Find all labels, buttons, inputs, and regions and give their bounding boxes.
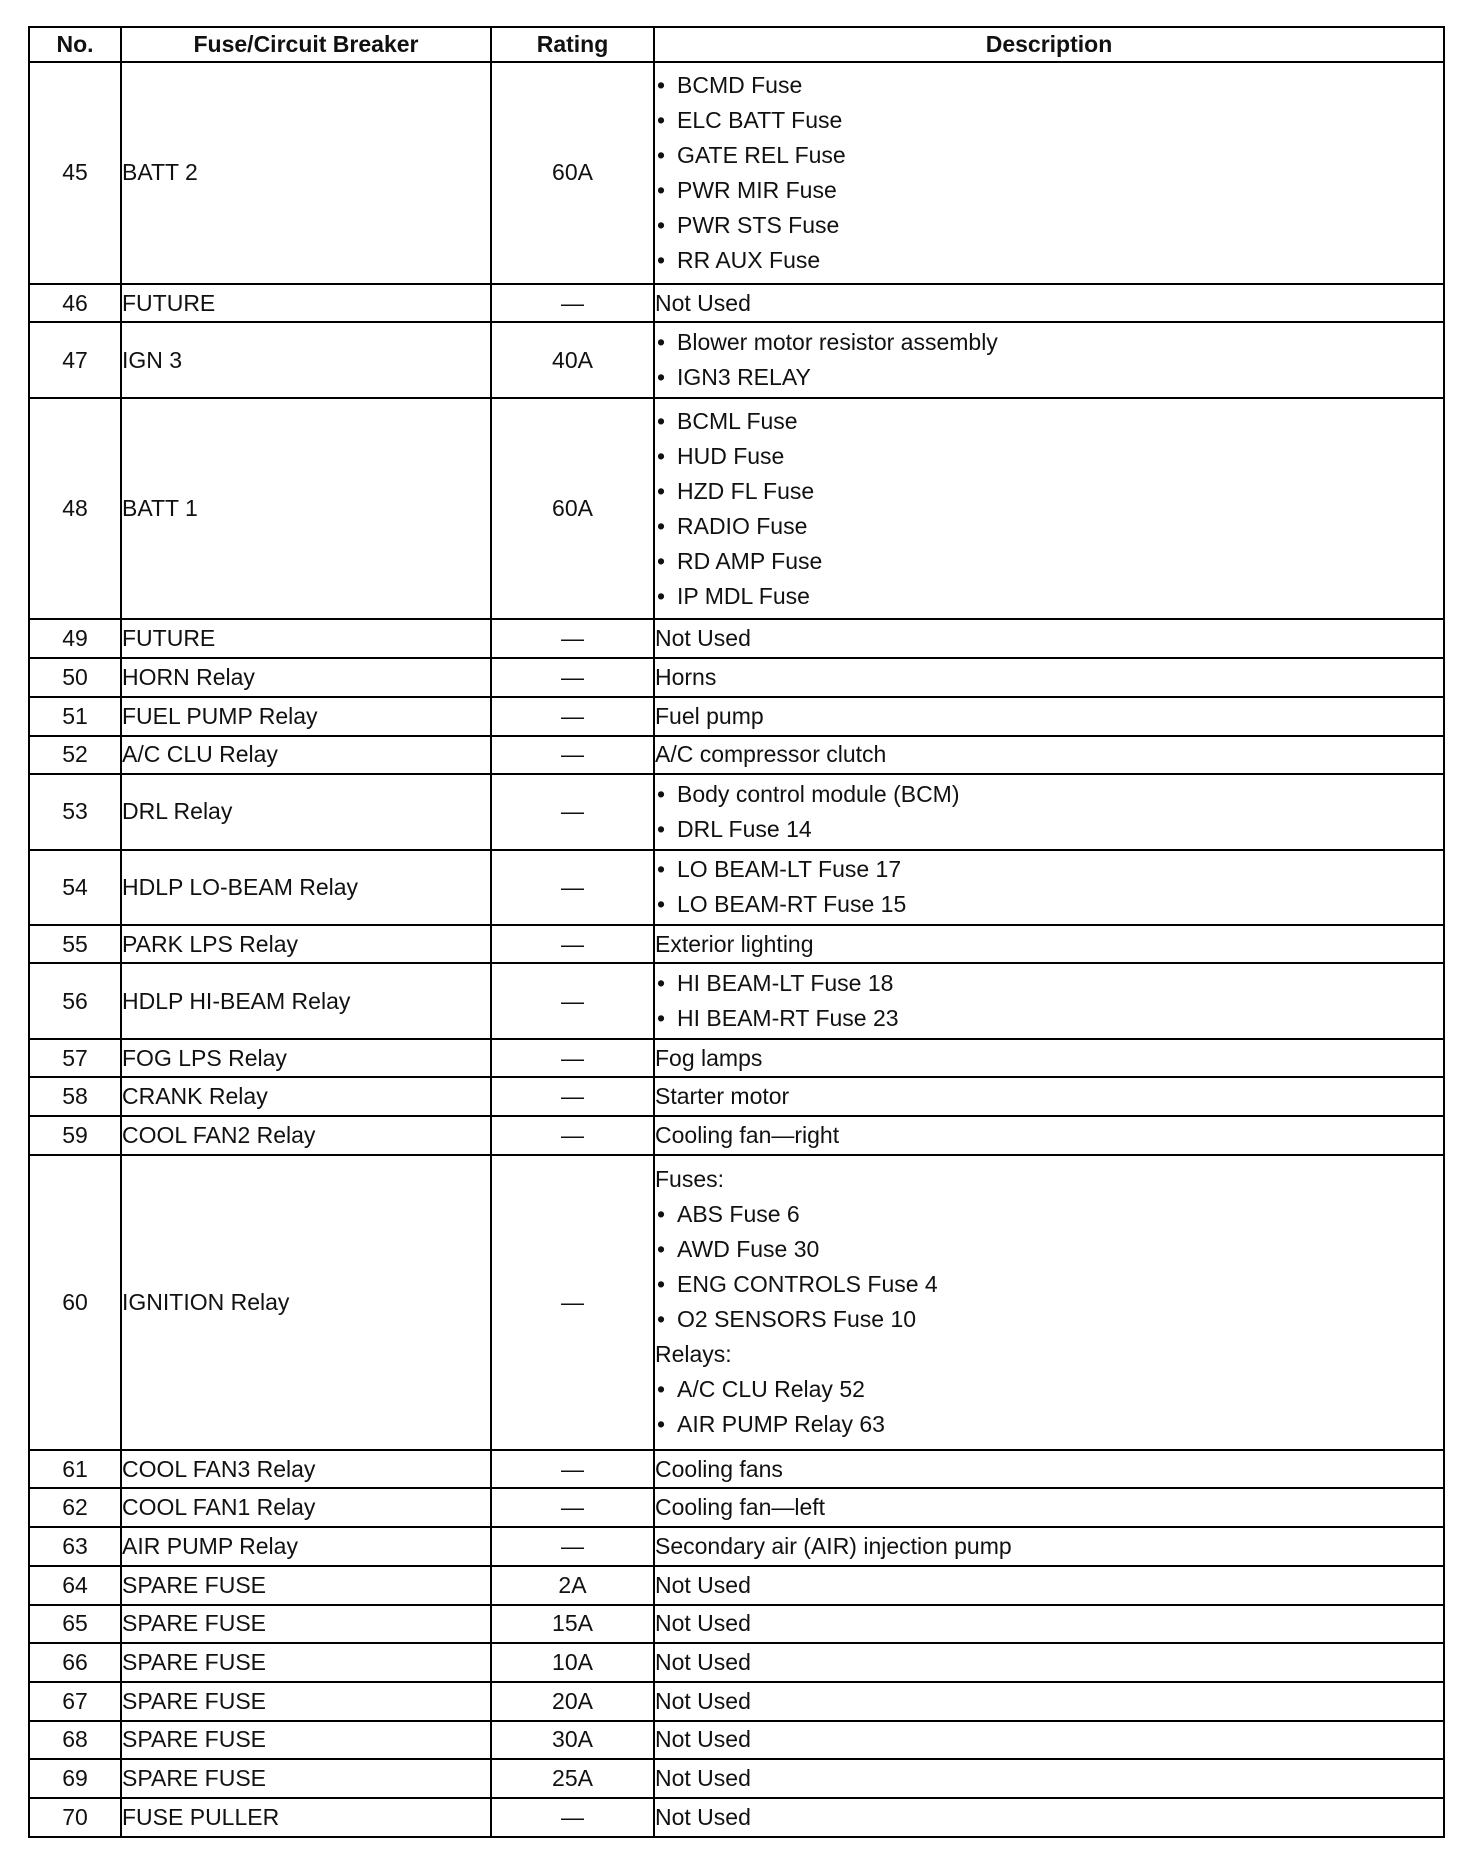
fuse-name: COOL FAN3 Relay — [121, 1450, 491, 1489]
fuse-rating: 40A — [491, 322, 654, 397]
description-item: • ENG CONTROLS Fuse 4 — [655, 1267, 1443, 1302]
table-row — [29, 1450, 1444, 1489]
table-row — [29, 322, 1444, 397]
description-item: • PWR MIR Fuse — [655, 173, 1443, 208]
fuse-description: Fog lamps — [654, 1039, 1444, 1078]
fuse-rating: — — [491, 963, 654, 1038]
fuse-description: Not Used — [654, 1605, 1444, 1644]
fuse-rating: — — [491, 850, 654, 925]
fuse-rating: 10A — [491, 1643, 654, 1682]
table-row — [29, 1077, 1444, 1116]
description-item: • LO BEAM-RT Fuse 15 — [655, 887, 1443, 922]
fuse-rating: 25A — [491, 1759, 654, 1798]
fuse-description: Not Used — [654, 284, 1444, 323]
fuse-description: A/C compressor clutch — [654, 736, 1444, 775]
description-item: • HI BEAM-RT Fuse 23 — [655, 1001, 1443, 1036]
row-number: 56 — [29, 963, 121, 1038]
description-list — [655, 1197, 1443, 1337]
table-row — [29, 697, 1444, 736]
fuse-rating: — — [491, 1077, 654, 1116]
fuse-name: FUTURE — [121, 619, 491, 658]
description-item: • AWD Fuse 30 — [655, 1232, 1443, 1267]
row-number: 45 — [29, 62, 121, 284]
fuse-description: Cooling fan—left — [654, 1488, 1444, 1527]
fuse-name: FUSE PULLER — [121, 1798, 491, 1837]
description-item: • ELC BATT Fuse — [655, 103, 1443, 138]
table-row — [29, 62, 1444, 284]
fuse-name: IGNITION Relay — [121, 1155, 491, 1450]
fuse-rating: 60A — [491, 398, 654, 620]
row-number: 54 — [29, 850, 121, 925]
fuse-name: BATT 1 — [121, 398, 491, 620]
table-row — [29, 1643, 1444, 1682]
fuse-rating: — — [491, 1039, 654, 1078]
row-number: 67 — [29, 1682, 121, 1721]
fuse-description: Not Used — [654, 1566, 1444, 1605]
fuse-rating: — — [491, 619, 654, 658]
fuse-name: CRANK Relay — [121, 1077, 491, 1116]
fuse-name: HDLP LO-BEAM Relay — [121, 850, 491, 925]
fuse-description — [654, 322, 1444, 397]
table-row — [29, 658, 1444, 697]
fuse-name: PARK LPS Relay — [121, 925, 491, 964]
fuse-description: Fuel pump — [654, 697, 1444, 736]
fuse-description: Not Used — [654, 1682, 1444, 1721]
table-body — [29, 62, 1444, 1837]
description-list — [655, 404, 1443, 614]
fuse-name: COOL FAN2 Relay — [121, 1116, 491, 1155]
fuse-description: Cooling fan—right — [654, 1116, 1444, 1155]
fuse-description: Not Used — [654, 1721, 1444, 1760]
description-group-heading: Relays: — [655, 1341, 732, 1368]
fuse-description — [654, 1155, 1444, 1450]
fuse-table — [28, 26, 1445, 1838]
fuse-name: AIR PUMP Relay — [121, 1527, 491, 1566]
fuse-name: IGN 3 — [121, 322, 491, 397]
row-number: 70 — [29, 1798, 121, 1837]
fuse-rating: — — [491, 697, 654, 736]
description-item: • PWR STS Fuse — [655, 208, 1443, 243]
fuse-rating: 2A — [491, 1566, 654, 1605]
table-row — [29, 1527, 1444, 1566]
description-item: • HZD FL Fuse — [655, 474, 1443, 509]
fuse-name: COOL FAN1 Relay — [121, 1488, 491, 1527]
description-list — [655, 68, 1443, 278]
row-number: 57 — [29, 1039, 121, 1078]
row-number: 66 — [29, 1643, 121, 1682]
fuse-rating: — — [491, 284, 654, 323]
fuse-description: Cooling fans — [654, 1450, 1444, 1489]
table-row — [29, 850, 1444, 925]
row-number: 59 — [29, 1116, 121, 1155]
fuse-rating: 15A — [491, 1605, 654, 1644]
row-number: 51 — [29, 697, 121, 736]
fuse-description: Horns — [654, 658, 1444, 697]
table-row — [29, 1488, 1444, 1527]
fuse-name: DRL Relay — [121, 774, 491, 849]
fuse-rating: 20A — [491, 1682, 654, 1721]
fuse-rating: — — [491, 925, 654, 964]
description-item: • IGN3 RELAY — [655, 360, 1443, 395]
row-number: 49 — [29, 619, 121, 658]
row-number: 61 — [29, 1450, 121, 1489]
fuse-rating: — — [491, 1488, 654, 1527]
fuse-name: SPARE FUSE — [121, 1759, 491, 1798]
row-number: 63 — [29, 1527, 121, 1566]
table-row — [29, 1798, 1444, 1837]
table-row — [29, 1155, 1444, 1450]
row-number: 65 — [29, 1605, 121, 1644]
header-rating: Rating — [491, 27, 654, 62]
table-row — [29, 1116, 1444, 1155]
row-number: 60 — [29, 1155, 121, 1450]
table-row — [29, 1682, 1444, 1721]
fuse-name: SPARE FUSE — [121, 1721, 491, 1760]
fuse-name: FUEL PUMP Relay — [121, 697, 491, 736]
row-number: 50 — [29, 658, 121, 697]
description-item: • AIR PUMP Relay 63 — [655, 1407, 1443, 1442]
fuse-name: FUTURE — [121, 284, 491, 323]
row-number: 46 — [29, 284, 121, 323]
table-row — [29, 774, 1444, 849]
table-row — [29, 1566, 1444, 1605]
fuse-name: SPARE FUSE — [121, 1682, 491, 1721]
description-item: • BCML Fuse — [655, 404, 1443, 439]
description-item: • HUD Fuse — [655, 439, 1443, 474]
fuse-name: A/C CLU Relay — [121, 736, 491, 775]
fuse-name: BATT 2 — [121, 62, 491, 284]
table-row — [29, 925, 1444, 964]
row-number: 62 — [29, 1488, 121, 1527]
fuse-rating: 30A — [491, 1721, 654, 1760]
table-row — [29, 963, 1444, 1038]
fuse-name: SPARE FUSE — [121, 1643, 491, 1682]
description-item: • A/C CLU Relay 52 — [655, 1372, 1443, 1407]
fuse-name: HDLP HI-BEAM Relay — [121, 963, 491, 1038]
fuse-name: HORN Relay — [121, 658, 491, 697]
fuse-description — [654, 62, 1444, 284]
description-item: • O2 SENSORS Fuse 10 — [655, 1302, 1443, 1337]
description-list — [655, 852, 1443, 922]
fuse-rating: — — [491, 1450, 654, 1489]
table-row — [29, 398, 1444, 620]
description-item: • LO BEAM-LT Fuse 17 — [655, 852, 1443, 887]
row-number: 68 — [29, 1721, 121, 1760]
table-row — [29, 1759, 1444, 1798]
row-number: 64 — [29, 1566, 121, 1605]
table-row — [29, 1039, 1444, 1078]
fuse-name: FOG LPS Relay — [121, 1039, 491, 1078]
description-item: • ABS Fuse 6 — [655, 1197, 1443, 1232]
header-description: Description — [654, 27, 1444, 62]
fuse-rating: 60A — [491, 62, 654, 284]
fuse-description: Exterior lighting — [654, 925, 1444, 964]
description-item: • BCMD Fuse — [655, 68, 1443, 103]
fuse-description — [654, 398, 1444, 620]
description-item: • RD AMP Fuse — [655, 544, 1443, 579]
description-item: • RADIO Fuse — [655, 509, 1443, 544]
description-item: • DRL Fuse 14 — [655, 812, 1443, 847]
table-row — [29, 736, 1444, 775]
fuse-description: Secondary air (AIR) injection pump — [654, 1527, 1444, 1566]
table-row — [29, 1721, 1444, 1760]
description-list — [655, 777, 1443, 847]
row-number: 55 — [29, 925, 121, 964]
fuse-description — [654, 850, 1444, 925]
description-item: • Body control module (BCM) — [655, 777, 1443, 812]
row-number: 69 — [29, 1759, 121, 1798]
fuse-description: Not Used — [654, 1798, 1444, 1837]
row-number: 52 — [29, 736, 121, 775]
row-number: 53 — [29, 774, 121, 849]
fuse-rating: — — [491, 774, 654, 849]
description-list — [655, 325, 1443, 395]
fuse-description: Not Used — [654, 1643, 1444, 1682]
fuse-rating: — — [491, 1798, 654, 1837]
header-fuse-circuit-breaker: Fuse/Circuit Breaker — [121, 27, 491, 62]
table-row — [29, 284, 1444, 323]
fuse-rating: — — [491, 658, 654, 697]
fuse-rating: — — [491, 1116, 654, 1155]
description-list — [655, 1372, 1443, 1442]
fuse-name: SPARE FUSE — [121, 1566, 491, 1605]
row-number: 47 — [29, 322, 121, 397]
header-row — [29, 27, 1444, 62]
description-item: • Blower motor resistor assembly — [655, 325, 1443, 360]
fuse-rating: — — [491, 1155, 654, 1450]
fuse-description: Not Used — [654, 619, 1444, 658]
fuse-description: Starter motor — [654, 1077, 1444, 1116]
fuse-description — [654, 774, 1444, 849]
description-item: • IP MDL Fuse — [655, 579, 1443, 614]
row-number: 58 — [29, 1077, 121, 1116]
fuse-rating: — — [491, 1527, 654, 1566]
fuse-description: Not Used — [654, 1759, 1444, 1798]
fuse-rating: — — [491, 736, 654, 775]
description-group-heading: Fuses: — [655, 1166, 725, 1193]
fuse-name: SPARE FUSE — [121, 1605, 491, 1644]
description-item: • RR AUX Fuse — [655, 243, 1443, 278]
table-row — [29, 1605, 1444, 1644]
description-item: • GATE REL Fuse — [655, 138, 1443, 173]
fuse-description — [654, 963, 1444, 1038]
description-item: • HI BEAM-LT Fuse 18 — [655, 966, 1443, 1001]
table-row — [29, 619, 1444, 658]
row-number: 48 — [29, 398, 121, 620]
header-no: No. — [29, 27, 121, 62]
description-list — [655, 966, 1443, 1036]
